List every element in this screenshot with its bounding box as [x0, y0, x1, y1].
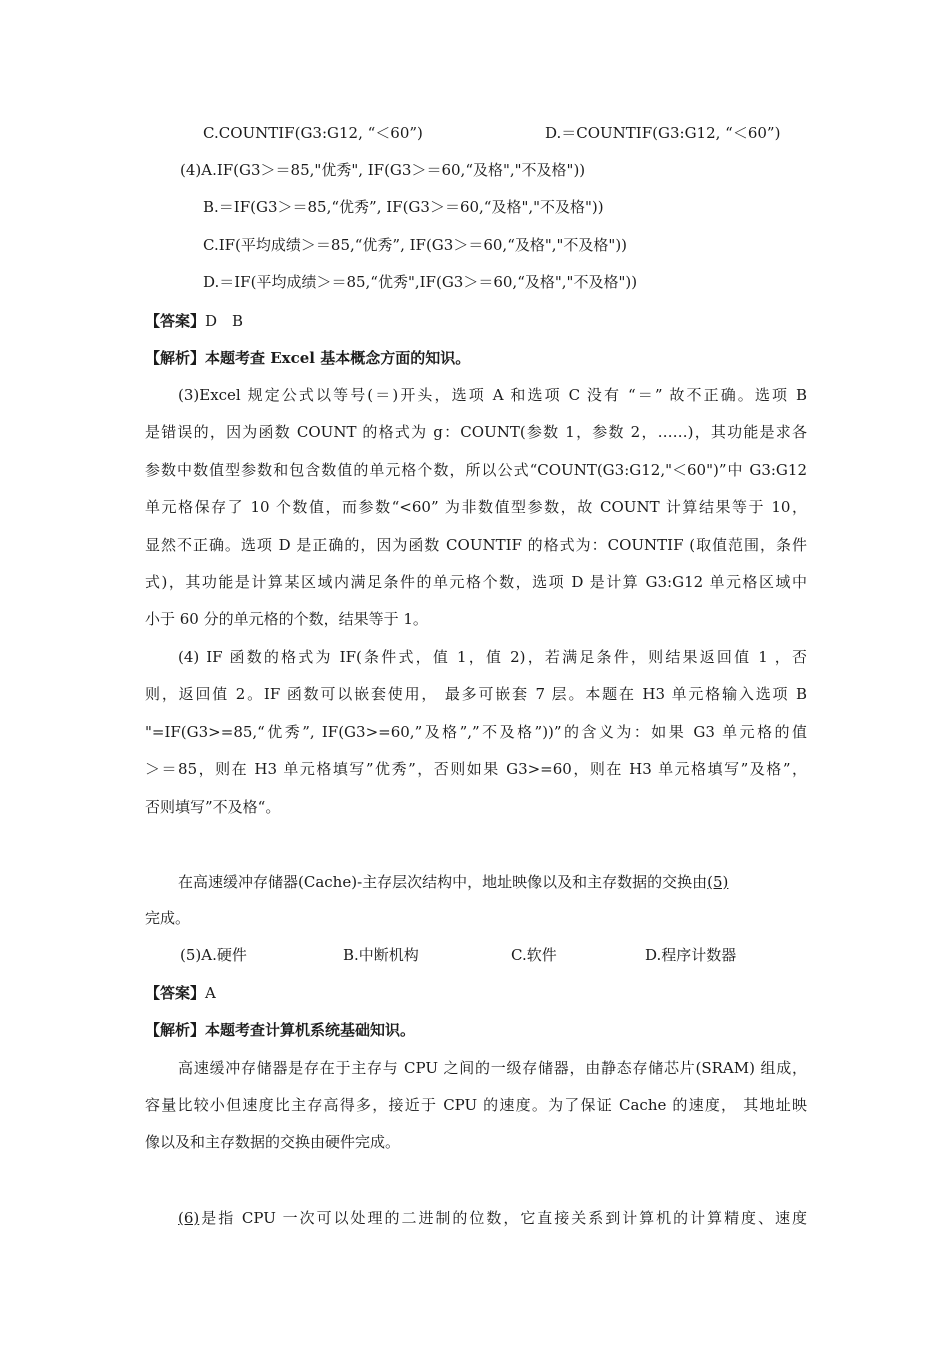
question-6-blank: (6): [178, 1209, 200, 1227]
question-5-blank: (5): [707, 873, 729, 891]
answer-value: D B: [205, 312, 244, 330]
question-5-line-1: [178, 872, 728, 892]
option-4a: (4)A.IF(G3＞＝85,"优秀", IF(G3＞＝60,“及格","不及格")): [180, 161, 586, 179]
option-5c: C.软件: [511, 946, 557, 964]
analysis-title: 本题考查 Excel 基本概念方面的知识。: [205, 349, 471, 367]
analysis-title: 本题考查计算机系统基础知识。: [205, 1021, 416, 1039]
question-5-line-2: 完成。: [145, 909, 191, 927]
question-6-line-1: [178, 1208, 807, 1228]
analysis-5-line: 像以及和主存数据的交换由硬件完成。: [145, 1133, 401, 1151]
option-5a: (5)A.硬件: [180, 946, 247, 964]
answer-label: 【答案】: [145, 984, 206, 1002]
analysis-5-line: 高速缓冲存储器是存在于主存与 CPU 之间的一级存储器，由静态存储芯片(SRAM) 组成，: [178, 1059, 807, 1077]
paragraph-4-line: 否则填写”不及格“。: [145, 798, 281, 816]
question-5-text: 在高速缓冲存储器(Cache)-主存层次结构中，地址映像以及和主存数据的交换由: [178, 873, 708, 891]
option-4b: B.＝IF(G3＞＝85,“优秀”, IF(G3＞＝60,“及格","不及格")): [203, 198, 604, 216]
option-3d: D.＝COUNTIF(G3:G12, “＜60”): [545, 124, 781, 142]
option-5b: B.中断机构: [343, 946, 419, 964]
paragraph-3-line: 式)，其功能是计算某区域内满足条件的单元格个数，选项 D 是计算 G3:G12 单元格区域中: [145, 573, 807, 591]
paragraph-3-line: 显然不正确。选项 D 是正确的，因为函数 COUNTIF 的格式为：COUNTIF (取值范围，条件: [145, 536, 807, 554]
answer-line-1: [145, 311, 243, 331]
analysis-5-line: 容量比较小但速度比主存高得多，接近于 CPU 的速度。为了保证 Cache 的速度， 其地址映: [145, 1096, 807, 1114]
paragraph-4-line: 则，返回值 2。IF 函数可以嵌套使用， 最多可嵌套 7 层。本题在 H3 单元格输入选项 B: [145, 685, 807, 703]
paragraph-3-line: 是错误的，因为函数 COUNT 的格式为 g：COUNT(参数 1，参数 2，……)，其功能是求各: [145, 423, 807, 441]
option-3c: C.COUNTIF(G3:G12, “＜60”): [203, 124, 423, 142]
answer-value: A: [205, 984, 216, 1002]
option-4c: C.IF(平均成绩＞＝85,“优秀”, IF(G3＞＝60,“及格","不及格")): [203, 236, 628, 254]
paragraph-4-line: (4) IF 函数的格式为 IF(条件式，值 1，值 2)，若满足条件，则结果返回值 1 ，否: [178, 648, 807, 666]
paragraph-4-line: "=IF(G3>=85,“优秀”, IF(G3>=60,”及格”,”不及格”))”的含义为：如果 G3 单元格的值: [145, 723, 807, 741]
question-6-text: 是指 CPU 一次可以处理的二进制的位数，它直接关系到计算机的计算精度、速度: [199, 1209, 807, 1227]
analysis-heading-2: [145, 1020, 415, 1040]
paragraph-3-line: 参数中数值型参数和包含数值的单元格个数，所以公式“COUNT(G3:G12,"＜60")”中 G3:G12: [145, 461, 807, 479]
paragraph-3-line: 小于 60 分的单元格的个数，结果等于 1。: [145, 610, 428, 628]
option-4d: D.＝IF(平均成绩＞＝85,“优秀",IF(G3＞＝60,“及格","不及格")): [203, 273, 638, 291]
answer-line-2: [145, 983, 216, 1003]
option-5d: D.程序计数器: [645, 946, 737, 964]
analysis-heading-1: [145, 348, 470, 368]
paragraph-3-line: (3)Excel 规定公式以等号(＝)开头，选项 A 和选项 C 没有 “＝” 故不正确。选项 B: [178, 386, 807, 404]
analysis-label: 【解析】: [145, 1021, 206, 1039]
paragraph-4-line: ＞＝85，则在 H3 单元格填写”优秀”，否则如果 G3>=60，则在 H3 单元格填写”及格”，: [145, 760, 807, 778]
answer-label: 【答案】: [145, 312, 206, 330]
analysis-label: 【解析】: [145, 349, 206, 367]
paragraph-3-line: 单元格保存了 10 个数值，而参数“<60” 为非数值型参数，故 COUNT 计算结果等于 10，: [145, 498, 807, 516]
